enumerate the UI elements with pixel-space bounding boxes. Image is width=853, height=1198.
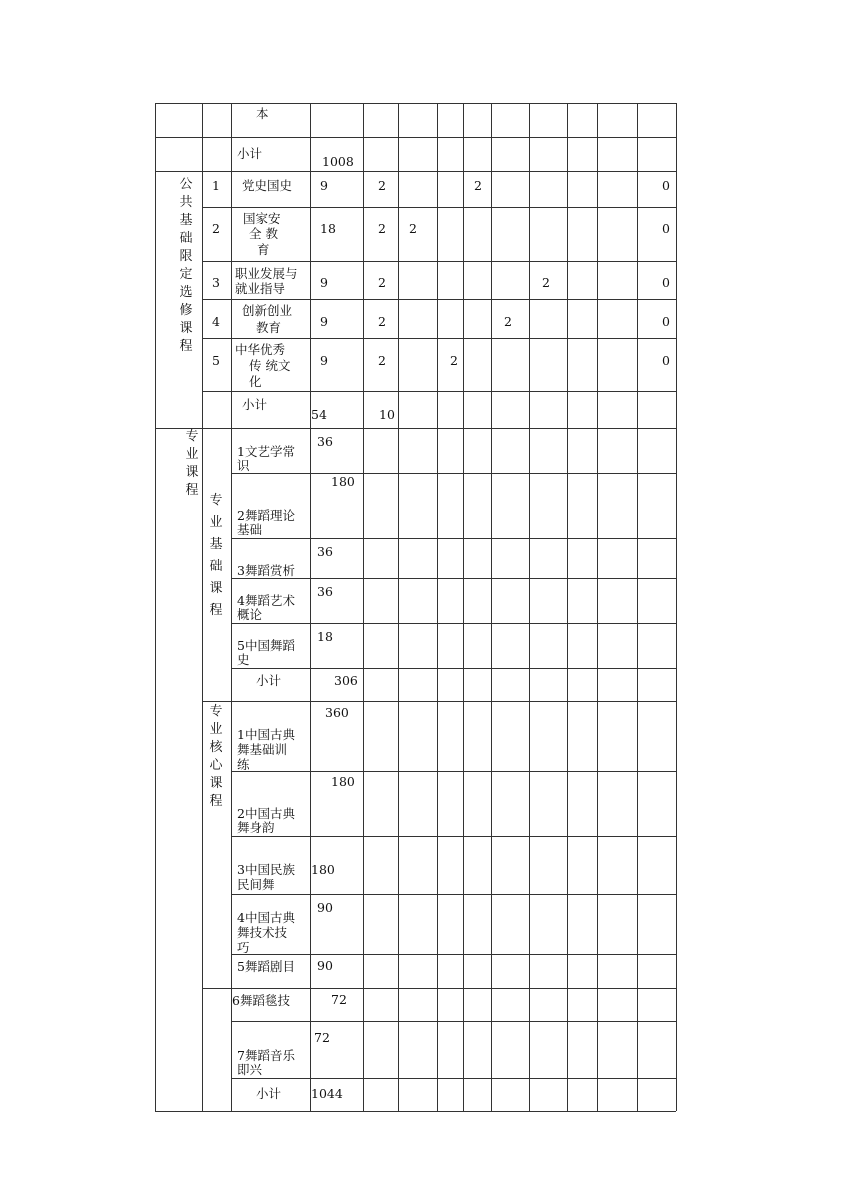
course-name-line: 概论	[237, 607, 263, 622]
course-hours: 9	[320, 275, 328, 290]
subtotal-hours: 1044	[311, 1086, 343, 1101]
col-line	[202, 103, 203, 1111]
subtotal-credit: 10	[379, 407, 395, 422]
course-name: 党史国史	[242, 178, 293, 193]
row-line	[231, 836, 676, 837]
last-col-value: 0	[662, 178, 670, 193]
subtotal-value: 1008	[322, 154, 354, 169]
course-hours: 90	[317, 900, 333, 915]
course-name-line: 化	[249, 374, 262, 389]
course-hours: 9	[320, 178, 328, 193]
course-name-line: 舞技术技	[237, 925, 288, 940]
course-name-line: 2舞蹈理论	[237, 508, 295, 523]
last-col-value: 0	[662, 353, 670, 368]
col-line	[637, 103, 638, 1111]
row-line	[231, 473, 676, 474]
course-hours: 180	[331, 774, 355, 789]
row-line	[231, 1021, 676, 1022]
row-no: 2	[212, 221, 220, 236]
course-hours: 36	[317, 584, 333, 599]
professional-group-label: 专业课程	[185, 429, 199, 498]
row-line	[231, 1078, 676, 1079]
row-line	[231, 623, 676, 624]
course-name-line: 1中国古典	[237, 727, 295, 742]
last-col-value: 0	[662, 314, 670, 329]
row-line	[231, 538, 676, 539]
row-line	[231, 894, 676, 895]
course-name-line: 3中国民族	[237, 862, 295, 877]
col-line	[676, 103, 677, 1111]
course-name-line: 职业发展与	[235, 266, 298, 281]
row-no: 1	[212, 178, 220, 193]
course-name-line: 6舞蹈毯技	[232, 993, 290, 1008]
course-name-line: 基础	[237, 522, 263, 537]
semester-value: 2	[474, 178, 482, 193]
col-line	[567, 103, 568, 1111]
course-name-line: 舞身韵	[237, 820, 275, 835]
course-hours: 18	[320, 221, 336, 236]
subtotal-hours: 306	[334, 673, 358, 688]
course-name-line: 练	[237, 757, 250, 772]
course-name-line: 教育	[256, 320, 282, 335]
last-col-value: 0	[662, 221, 670, 236]
course-name-line: 民间舞	[237, 877, 275, 892]
row-line	[231, 771, 676, 772]
course-name-line: 国家安	[243, 211, 281, 226]
course-hours: 180	[331, 474, 355, 489]
semester-value: 2	[450, 353, 458, 368]
subtotal-label: 小计	[256, 1086, 282, 1101]
row-line	[202, 391, 676, 392]
col-line	[398, 103, 399, 1111]
course-hours: 36	[317, 544, 333, 559]
course-hours: 72	[314, 1030, 330, 1045]
row-line	[202, 299, 676, 300]
course-name-line: 识	[237, 458, 250, 473]
course-name-line: 就业指导	[235, 281, 286, 296]
course-name-line: 中华优秀	[235, 342, 286, 357]
semester-value: 2	[504, 314, 512, 329]
row-line	[202, 988, 676, 989]
row-line	[202, 338, 676, 339]
course-hours: 360	[325, 705, 349, 720]
course-name-line: 传 统文	[249, 358, 291, 373]
course-hours: 9	[320, 353, 328, 368]
row-no: 3	[212, 275, 220, 290]
ben-cell: 本	[256, 106, 269, 121]
course-name-line: 4舞蹈艺术	[237, 593, 295, 608]
col-line	[463, 103, 464, 1111]
subtotal-hours: 54	[311, 407, 327, 422]
row-no: 4	[212, 314, 220, 329]
course-name-line: 3舞蹈赏析	[237, 563, 295, 578]
course-hours: 180	[311, 862, 335, 877]
row-line	[202, 207, 676, 208]
last-col-value: 0	[662, 275, 670, 290]
row-line	[231, 668, 676, 669]
course-credit: 2	[378, 353, 386, 368]
semester-value: 2	[409, 221, 417, 236]
course-name-line: 全 教	[249, 226, 278, 241]
course-hours: 90	[317, 958, 333, 973]
col-line	[310, 103, 311, 1111]
course-hours: 9	[320, 314, 328, 329]
course-name-line: 舞基础训	[237, 742, 288, 757]
course-name-line: 7舞蹈音乐	[237, 1048, 295, 1063]
col-line	[597, 103, 598, 1111]
course-name-line: 创新创业	[242, 303, 293, 318]
course-hours: 36	[317, 434, 333, 449]
row-line	[202, 701, 676, 702]
course-hours: 18	[317, 629, 333, 644]
course-name-line: 即兴	[237, 1062, 263, 1077]
core-group-label: 专业核心课程	[209, 704, 223, 809]
col-line	[437, 103, 438, 1111]
course-name-line: 5舞蹈剧目	[237, 959, 295, 974]
course-credit: 2	[378, 178, 386, 193]
col-line	[491, 103, 492, 1111]
subtotal-label: 小计	[237, 146, 263, 161]
col-line	[155, 103, 156, 1111]
foundation-group-label: 专业基础课程	[209, 493, 223, 618]
course-credit: 2	[378, 275, 386, 290]
course-name-line: 史	[237, 652, 250, 667]
row-line	[155, 1111, 676, 1112]
course-credit: 2	[378, 314, 386, 329]
semester-value: 2	[542, 275, 550, 290]
row-line	[231, 578, 676, 579]
row-line	[231, 954, 676, 955]
subtotal-label: 小计	[256, 673, 282, 688]
col-line	[529, 103, 530, 1111]
course-name-line: 4中国古典	[237, 910, 295, 925]
course-hours: 72	[331, 992, 347, 1007]
course-name-line: 2中国古典	[237, 806, 295, 821]
course-name-line: 育	[257, 242, 270, 257]
public-limited-group-label: 公共基础限定选修课程	[179, 177, 193, 354]
row-no: 5	[212, 353, 220, 368]
row-line	[202, 261, 676, 262]
col-line	[231, 103, 232, 1111]
subtotal-label: 小计	[242, 397, 268, 412]
course-name-line: 1文艺学常	[237, 444, 295, 459]
course-credit: 2	[378, 221, 386, 236]
course-name-line: 巧	[237, 940, 250, 955]
col-line	[363, 103, 364, 1111]
course-name-line: 5中国舞蹈	[237, 638, 295, 653]
